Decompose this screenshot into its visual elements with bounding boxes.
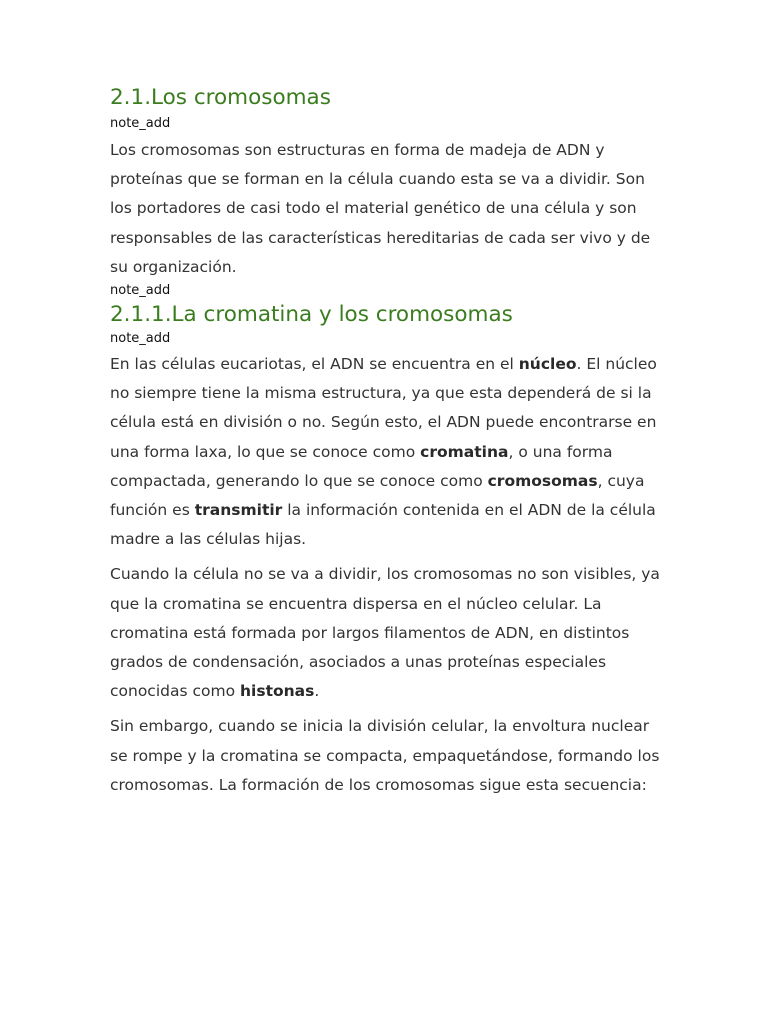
text-run: Cuando la célula no se va a dividir, los cromosomas no son visibles, ya que la cromatina se encuentra dispersa en el núcleo celular. La cromatina está formada por largos filamentos de ADN, en distintos grados de condensación, asociados a unas proteínas especiales conocidas como xyxy=(110,565,660,701)
text-run: . El núcleo no siempre tiene la misma estructura, ya que esta dependerá de si la célula está en división o no. Según esto, el ADN puede encontrarse en una forma laxa, lo que se conoce como xyxy=(110,355,657,461)
paragraph-cromosomas-intro: Los cromosomas son estructuras en forma de madeja de ADN y proteínas que se forman en la célula cuando esta se va a dividir. Son los portadores de casi todo el material genético de una célula y son responsables de las características hereditarias de cada ser vivo y de su organización. xyxy=(110,141,651,276)
bold-term-nucleo: núcleo xyxy=(518,355,577,374)
paragraph-cromatina-2 xyxy=(110,560,666,706)
text-run: la información contenida en el ADN de la célula madre a las células hijas. xyxy=(110,501,656,549)
text-run: En las células eucariotas, el ADN se encuentra en el xyxy=(110,355,519,374)
text-run: , o una forma compactada, generando lo que se conoce como xyxy=(110,442,613,490)
paragraph-cromatina-1 xyxy=(110,350,666,554)
bold-term-transmitir: transmitir xyxy=(194,501,283,520)
paragraph-cromatina-3: Sin embargo, cuando se inicia la división celular, la envoltura nuclear se rompe y la cromatina se compacta, empaquetándose, formando los cromosomas. La formación de los cromosomas sigue esta secuencia: xyxy=(110,717,660,794)
text-run: , cuya función es xyxy=(110,471,645,520)
note-add-label[interactable]: note_add xyxy=(110,331,171,347)
bold-term-cromatina: cromatina xyxy=(420,442,509,461)
bold-term-cromosomas: cromosomas xyxy=(487,471,598,490)
document-content xyxy=(110,84,666,800)
note-add-label[interactable]: note_add xyxy=(110,116,171,131)
bold-term-histonas: histonas xyxy=(240,682,315,701)
note-add-label[interactable]: note_add xyxy=(110,283,171,299)
text-run: . xyxy=(314,682,320,701)
section-heading-cromosomas: 2.1.Los cromosomas xyxy=(110,85,331,110)
section-heading-cromatina: 2.1.1.La cromatina y los cromosomas xyxy=(110,302,513,328)
